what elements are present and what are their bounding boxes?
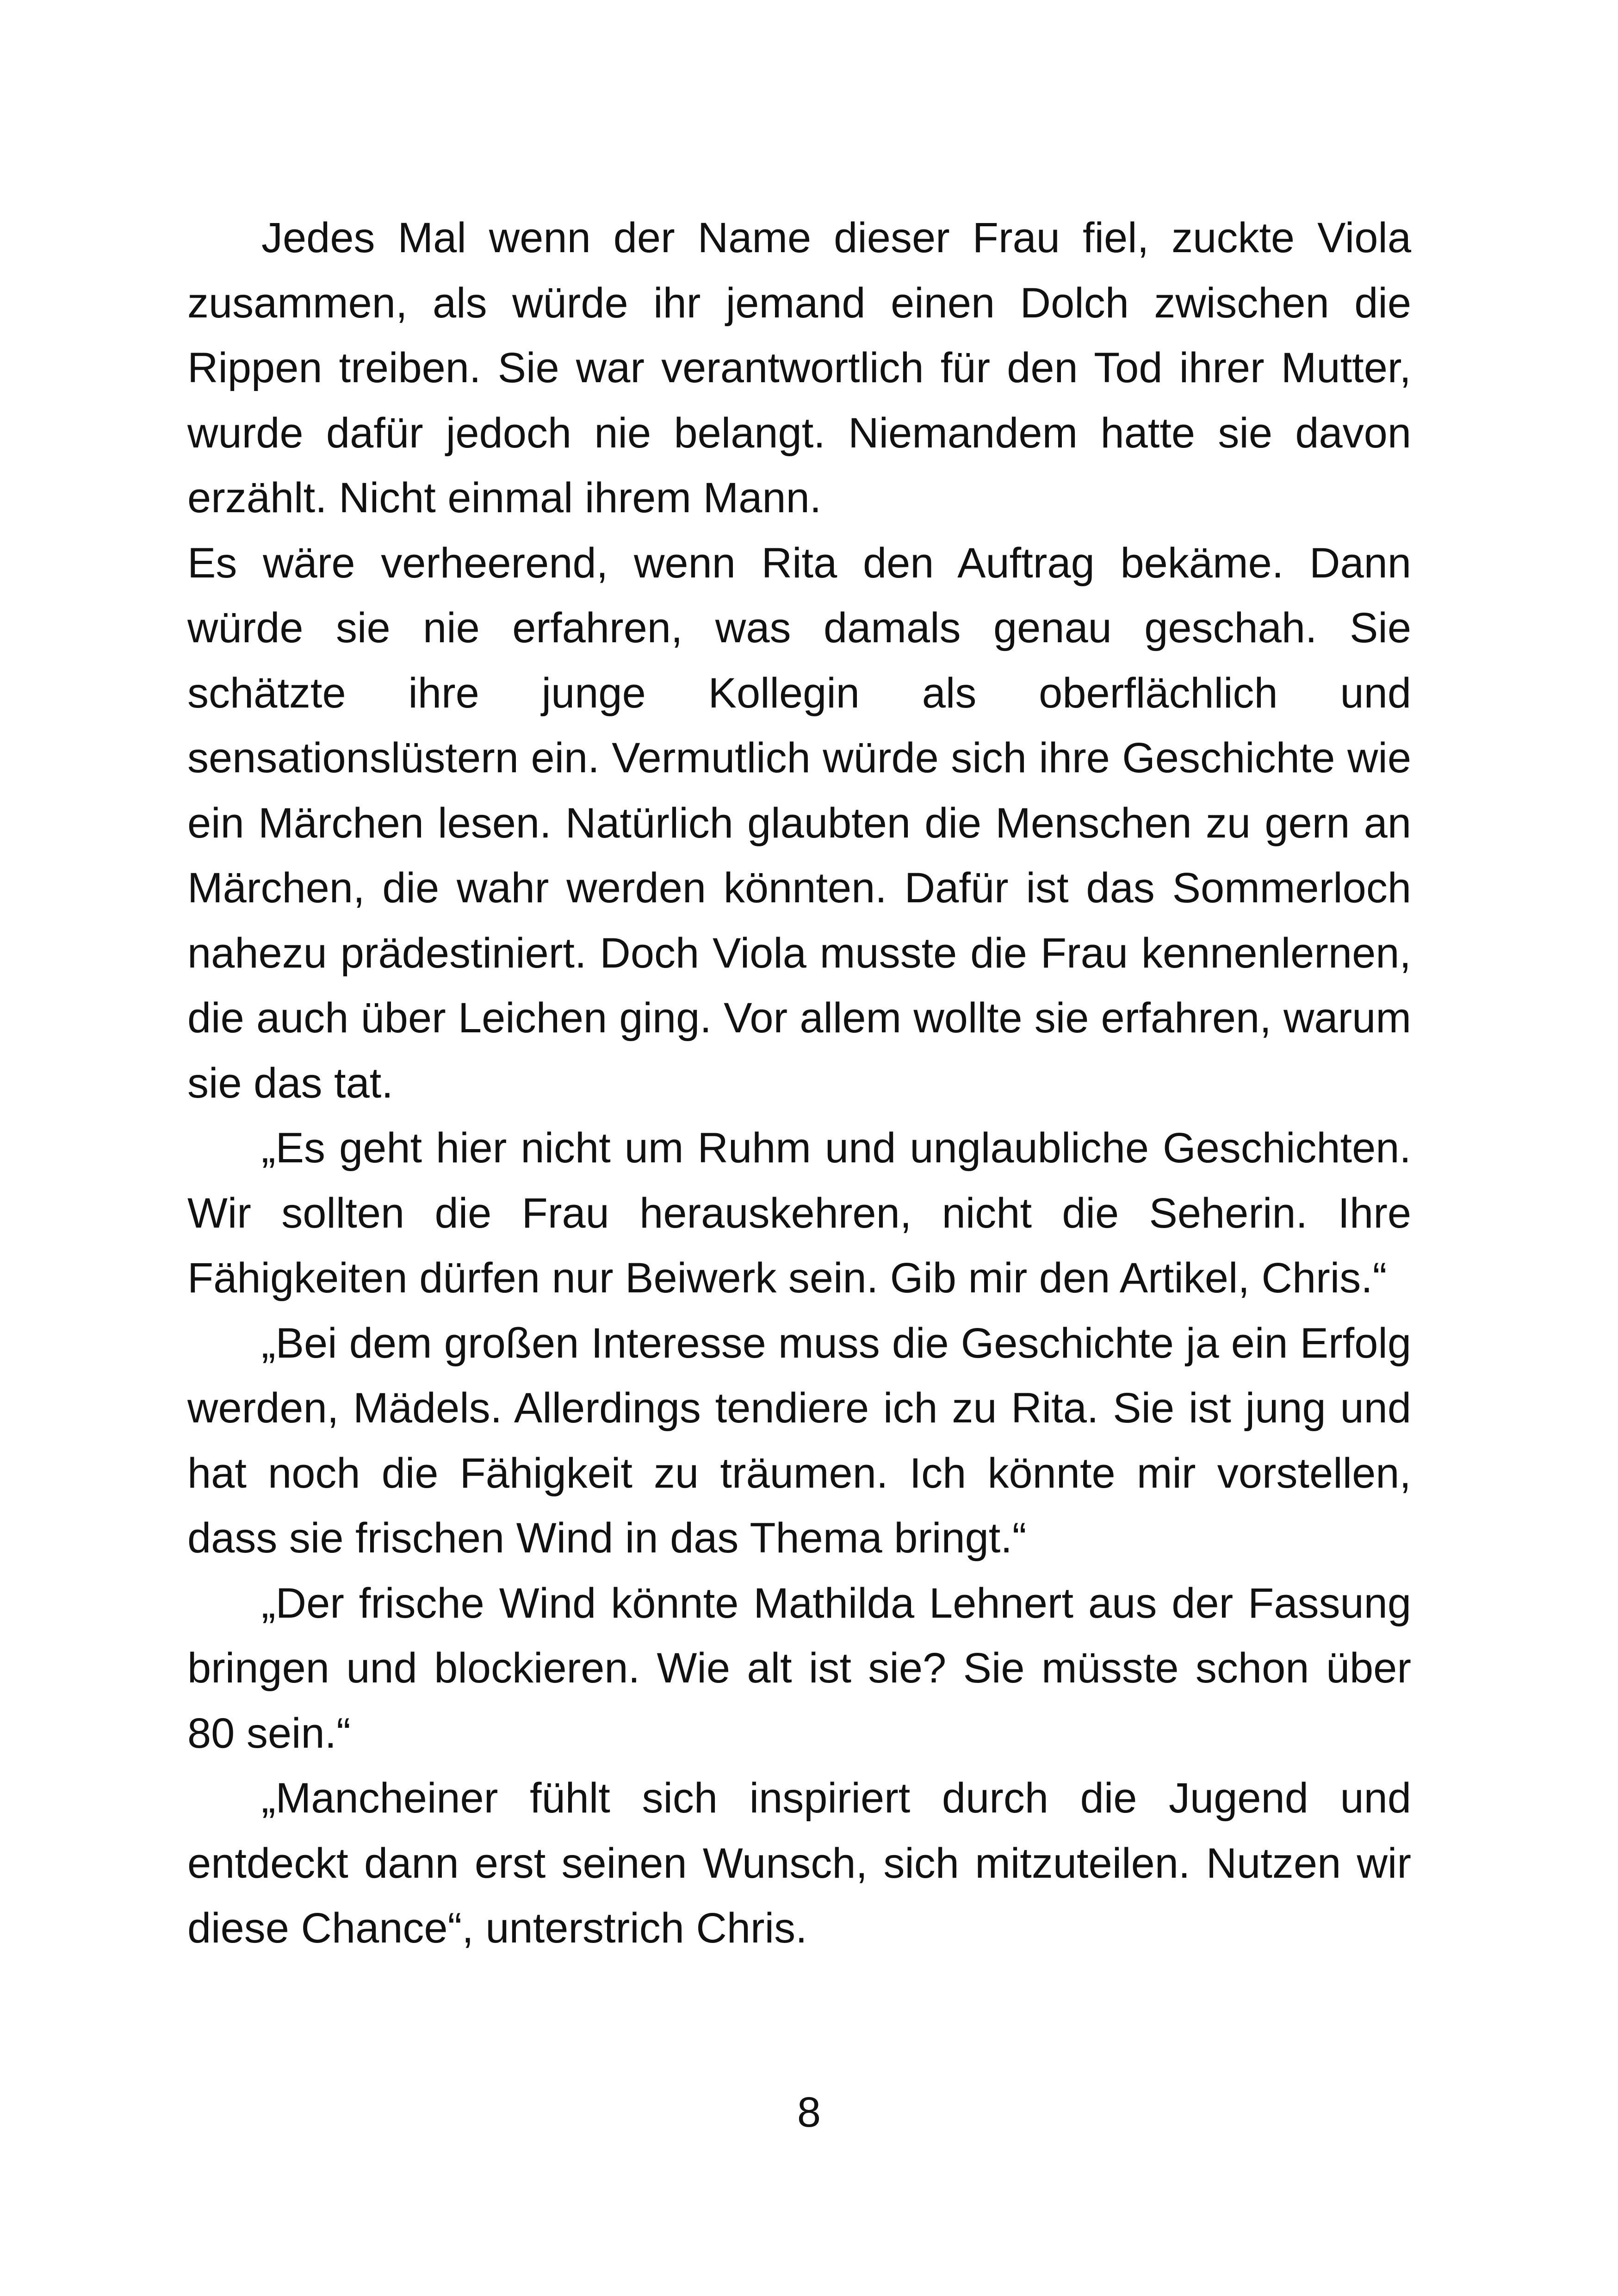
body-text [187,205,1411,1961]
paragraph-3: „Es geht hier nicht um Ruhm und unglaubliche Geschichten. Wir sollten die Frau herauskehren, nicht die Seherin. Ihre Fähigkeiten dürfen nur Beiwerk sein. Gib mir den Artikel, Chris.“ [187,1124,1411,1302]
page-number: 8 [797,2089,821,2136]
paragraph-6: „Mancheiner fühlt sich inspiriert durch die Jugend und entdeckt dann erst seinen Wunsch, sich mitzuteilen. Nutzen wir diese Chance“, unterstrich Chris. [187,1775,1411,1952]
paragraph-2: Es wäre verheerend, wenn Rita den Auftrag bekäme. Dann würde sie nie erfahren, was damals genau geschah. Sie schätzte ihre junge Kollegin als oberflächlich und sensationslüstern ein. Vermutlich würde sich ihre Geschichte wie ein Märchen lesen. Natürlich glaubten die Menschen zu gern an Märchen, die wahr werden könnten. Dafür ist das Sommerloch nahezu prädestiniert. Doch Viola musste die Frau kennenlernen, die auch über Leichen ging. Vor allem wollte sie erfahren, warum sie das tat. [187,539,1411,1107]
paragraph-5: „Der frische Wind könnte Mathilda Lehnert aus der Fassung bringen und blockieren. Wie alt ist sie? Sie müsste schon über 80 sein.“ [187,1579,1411,1757]
paragraph-4: „Bei dem großen Interesse muss die Geschichte ja ein Erfolg werden, Mädels. Allerdings tendiere ich zu Rita. Sie ist jung und hat noch die Fähigkeit zu träumen. Ich könnte mir vorstellen, dass sie frischen Wind in das Thema bringt.“ [187,1319,1411,1562]
paragraph-1: Jedes Mal wenn der Name dieser Frau fiel, zuckte Viola zusammen, als würde ihr jemand einen Dolch zwischen die Rippen treiben. Sie war verantwortlich für den Tod ihrer Mutter, wurde dafür jedoch nie belangt. Niemandem hatte sie davon erzählt. Nicht einmal ihrem Mann. [187,214,1411,521]
